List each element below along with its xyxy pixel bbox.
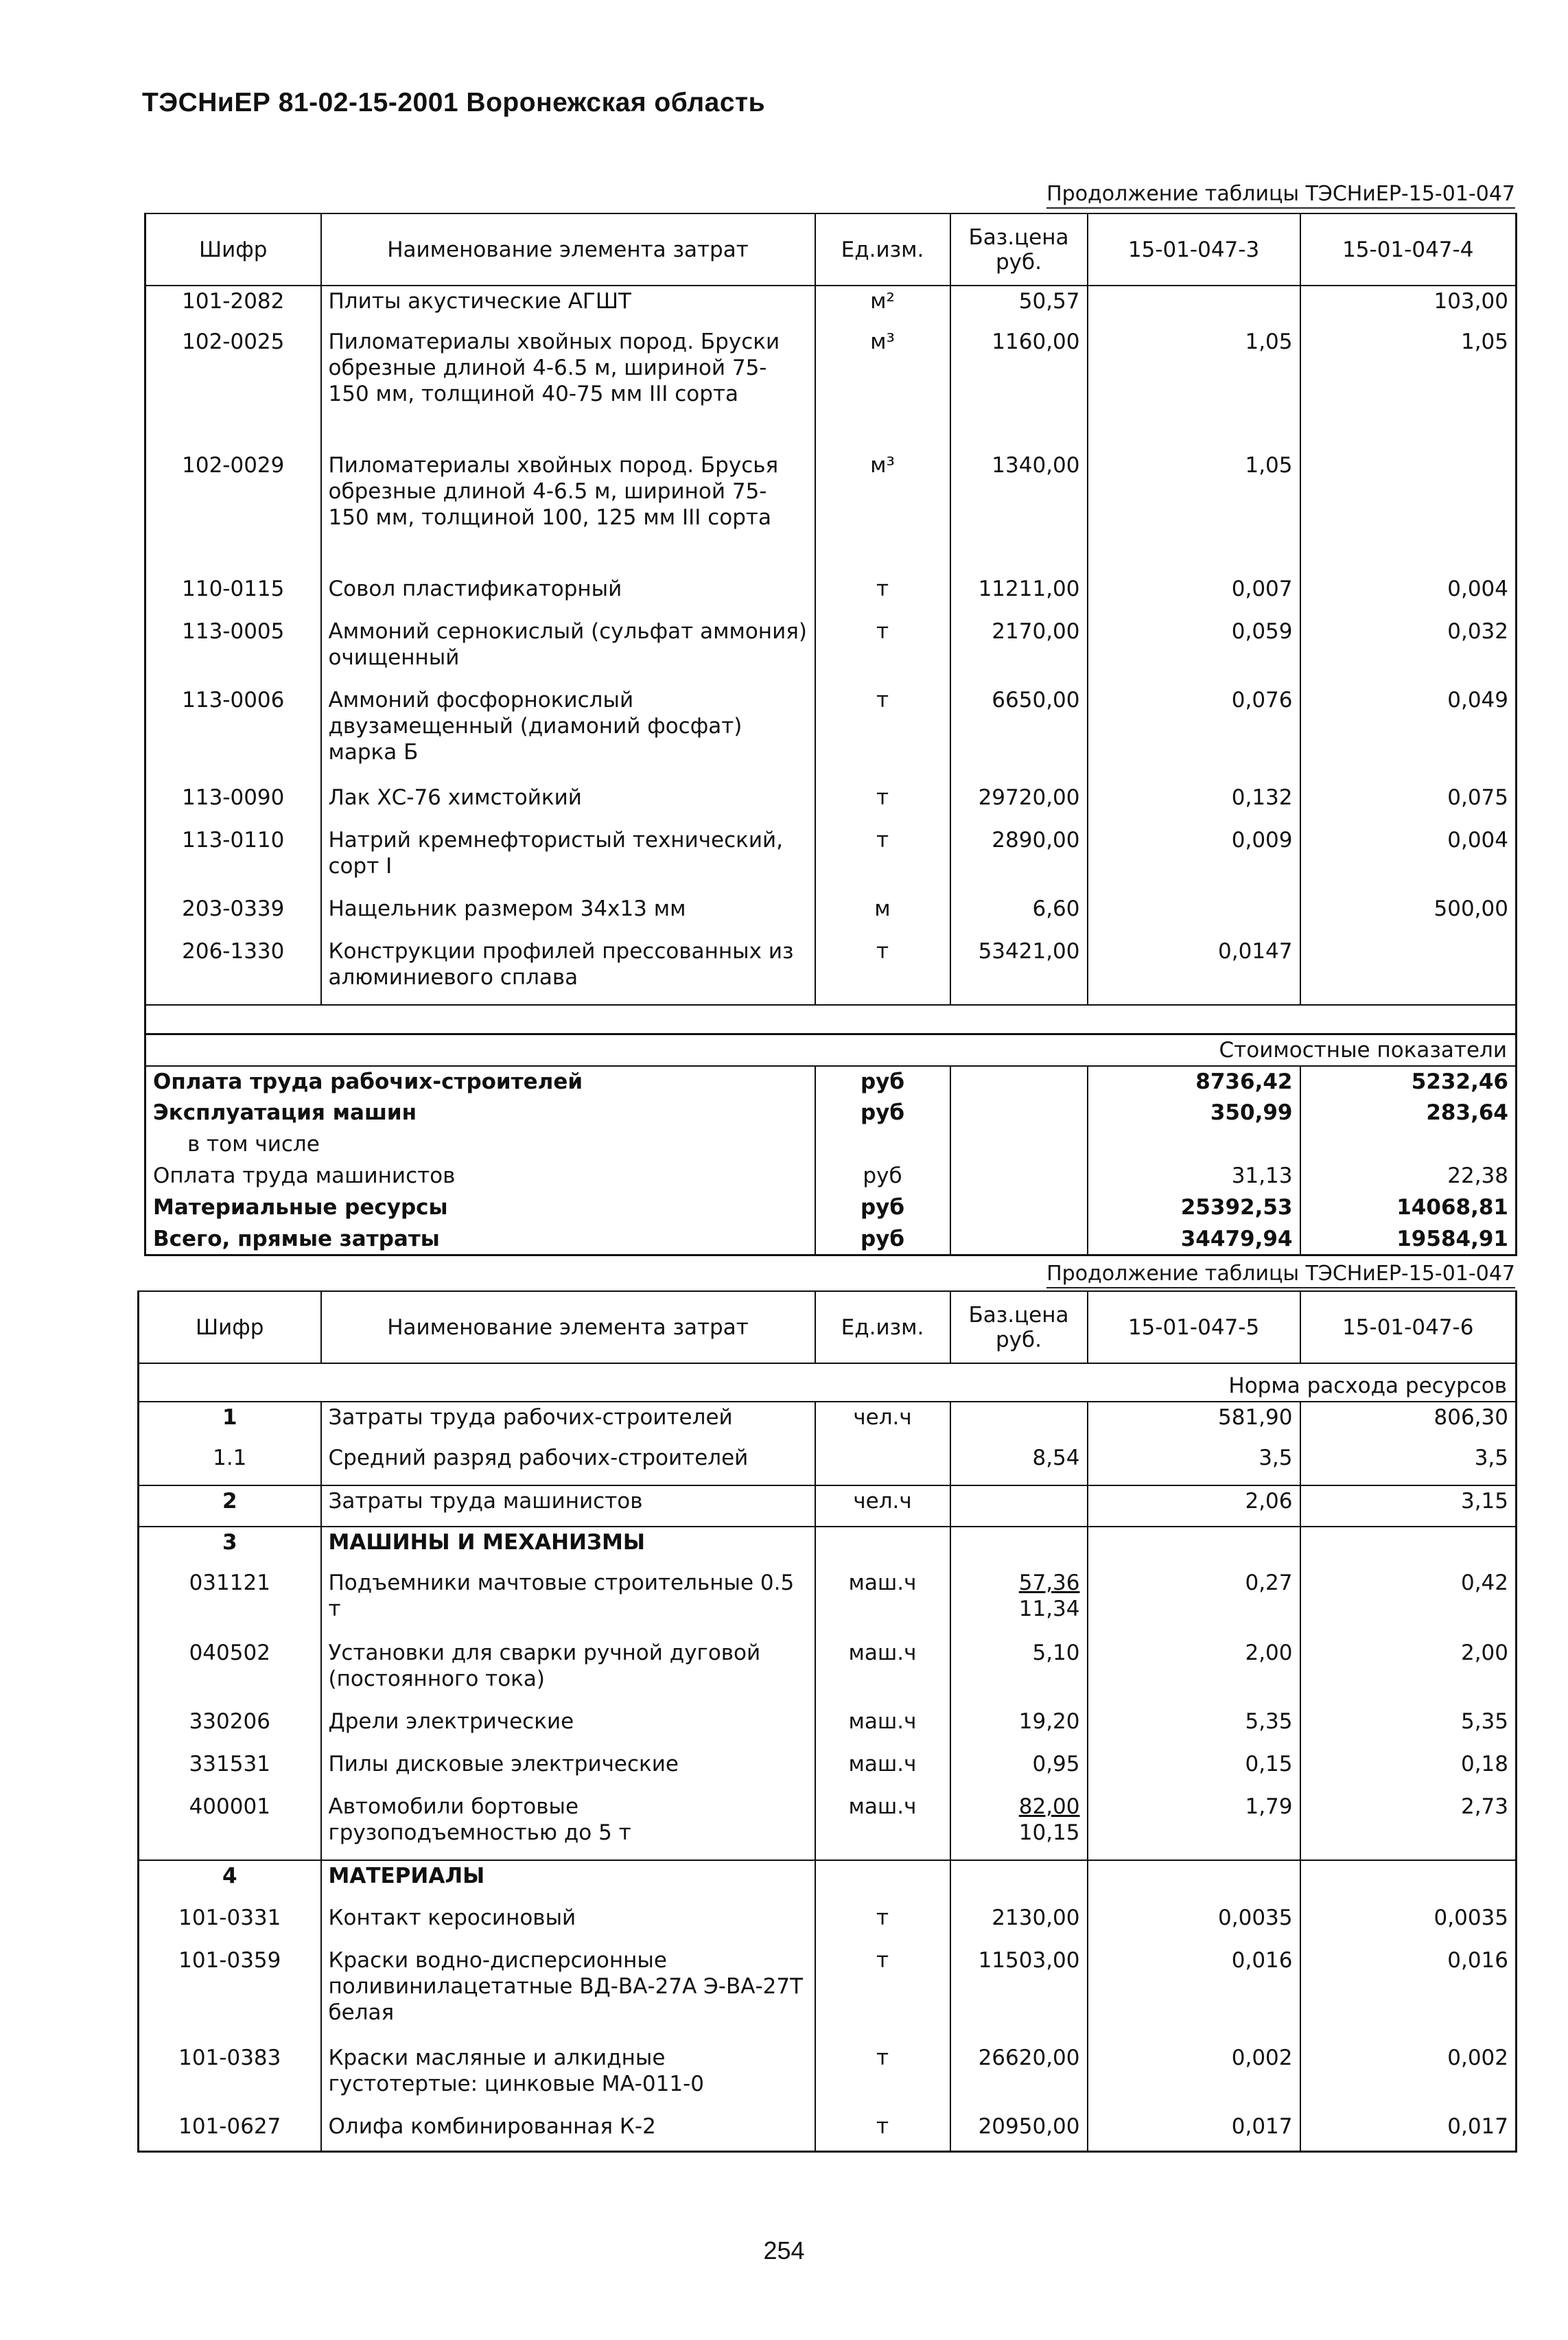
header-name: Наименование элемента затрат <box>321 213 815 286</box>
row-price: 2170,00 <box>950 616 1088 685</box>
row-name: Краски водно-дисперсионные поливинилацетатные ВД-ВА-27А Э-ВА-27Т белая <box>321 1945 815 2043</box>
row-unit: м² <box>815 286 950 327</box>
row-value-a: 1,05 <box>1088 327 1300 450</box>
row-value-a: 0,002 <box>1088 2043 1300 2111</box>
row-code: 3 <box>139 1527 321 1568</box>
page-number: 254 <box>763 2236 805 2264</box>
table-row <box>139 1443 1517 1485</box>
header-col-a: 15-01-047-3 <box>1088 213 1300 286</box>
row-unit: маш.ч <box>815 1568 950 1638</box>
row-price: 1160,00 <box>950 327 1088 450</box>
row-price: 53421,00 <box>950 936 1088 1005</box>
row-price: 1340,00 <box>950 450 1088 574</box>
table-row <box>145 574 1517 616</box>
row-unit: маш.ч <box>815 1706 950 1749</box>
table2-caption-text: Продолжение таблицы ТЭСНиЕР-15-01-047 <box>1046 1262 1515 1288</box>
row-price: 5,10 <box>950 1638 1088 1706</box>
table1-header-row <box>145 213 1517 286</box>
header-col-b: 15-01-047-4 <box>1300 213 1517 286</box>
row-value-b <box>1300 936 1517 1005</box>
row-name: Аммоний фосфорнокислый двузамещенный (диамоний фосфат) марка Б <box>321 685 815 783</box>
row-price <box>950 1402 1088 1443</box>
row-value-a: 0,009 <box>1088 825 1300 894</box>
table-row <box>145 936 1517 1005</box>
row-name: Конструкции профилей прессованных из алюминиевого сплава <box>321 936 815 1005</box>
row-price <box>950 1860 1088 1903</box>
row-unit <box>815 1443 950 1485</box>
row-price: 50,57 <box>950 286 1088 327</box>
header-col-a: 15-01-047-5 <box>1088 1291 1300 1363</box>
row-value-b: 0,004 <box>1300 574 1517 616</box>
header-price: Баз.цена руб. <box>950 1291 1088 1363</box>
row-value-a: 0,016 <box>1088 1945 1300 2043</box>
row-code: 101-0383 <box>139 2043 321 2111</box>
row-price: 20950,00 <box>950 2111 1088 2151</box>
table2-caption <box>1046 1262 1515 1288</box>
summary-label: Эксплуатация машин <box>145 1098 815 1129</box>
summary-value-a <box>1088 1129 1300 1161</box>
row-price: 6,60 <box>950 894 1088 936</box>
row-code: 330206 <box>139 1706 321 1749</box>
row-value-a: 0,15 <box>1088 1749 1300 1792</box>
row-code: 102-0029 <box>145 450 321 574</box>
cost-band-row <box>145 1034 1517 1066</box>
norm-band: Норма расхода ресурсов <box>139 1363 1517 1402</box>
summary-value-a: 350,99 <box>1088 1098 1300 1129</box>
summary-value-b: 283,64 <box>1300 1098 1517 1129</box>
row-unit: т <box>815 936 950 1005</box>
summary-blank <box>950 1224 1088 1255</box>
summary-value-b <box>1300 1129 1517 1161</box>
row-value-b <box>1300 450 1517 574</box>
summary-blank <box>950 1066 1088 1098</box>
summary-blank <box>950 1192 1088 1224</box>
summary-unit <box>815 1129 950 1161</box>
row-value-a: 5,35 <box>1088 1706 1300 1749</box>
summary-label: Материальные ресурсы <box>145 1192 815 1224</box>
price-numerator: 82,00 <box>1018 1794 1080 1819</box>
row-value-a: 0,0147 <box>1088 936 1300 1005</box>
table-row <box>145 825 1517 894</box>
header-price: Баз.цена руб. <box>950 213 1088 286</box>
table-row <box>139 1402 1517 1443</box>
table-row <box>145 894 1517 936</box>
row-value-a: 0,059 <box>1088 616 1300 685</box>
section-row-machines <box>139 1527 1517 1568</box>
page-title: ТЭСНиЕР 81-02-15-2001 Воронежская область <box>142 88 766 117</box>
row-value-a: 1,05 <box>1088 450 1300 574</box>
header-name: Наименование элемента затрат <box>321 1291 815 1363</box>
row-value-b: 0,017 <box>1300 2111 1517 2151</box>
row-value-a: 3,5 <box>1088 1443 1300 1485</box>
row-price <box>950 1568 1088 1638</box>
table1 <box>144 213 1517 1256</box>
summary-label: в том числе <box>145 1129 815 1161</box>
row-unit <box>815 1860 950 1903</box>
row-name: Аммоний сернокислый (сульфат аммония) очищенный <box>321 616 815 685</box>
row-value-b <box>1300 1527 1517 1568</box>
row-unit: т <box>815 825 950 894</box>
row-unit: чел.ч <box>815 1402 950 1443</box>
row-value-b: 0,004 <box>1300 825 1517 894</box>
header-code: Шифр <box>145 213 321 286</box>
row-price: 11503,00 <box>950 1945 1088 2043</box>
row-price: 11211,00 <box>950 574 1088 616</box>
row-code: 113-0110 <box>145 825 321 894</box>
table1-caption-text: Продолжение таблицы ТЭСНиЕР-15-01-047 <box>1046 182 1515 209</box>
row-code: 4 <box>139 1860 321 1903</box>
summary-label: Оплата труда рабочих-строителей <box>145 1066 815 1098</box>
table-row <box>145 685 1517 783</box>
row-value-a: 0,017 <box>1088 2111 1300 2151</box>
summary-value-a: 25392,53 <box>1088 1192 1300 1224</box>
row-code: 101-0331 <box>139 1903 321 1945</box>
row-value-b: 0,18 <box>1300 1749 1517 1792</box>
row-price: 2890,00 <box>950 825 1088 894</box>
summary-value-b: 14068,81 <box>1300 1192 1517 1224</box>
summary-row <box>145 1192 1517 1224</box>
header-code: Шифр <box>139 1291 321 1363</box>
row-code: 031121 <box>139 1568 321 1638</box>
row-name: Плиты акустические АГШТ <box>321 286 815 327</box>
norm-band-row <box>139 1363 1517 1402</box>
price-fraction <box>1019 1794 1080 1846</box>
row-code: 040502 <box>139 1638 321 1706</box>
table-row <box>139 1903 1517 1945</box>
row-unit: маш.ч <box>815 1749 950 1792</box>
row-unit <box>815 1527 950 1568</box>
cost-band: Стоимостные показатели <box>145 1034 1517 1066</box>
row-value-a: 581,90 <box>1088 1402 1300 1443</box>
table-row <box>145 450 1517 574</box>
row-unit: т <box>815 1945 950 2043</box>
summary-row <box>145 1066 1517 1098</box>
table-row <box>145 327 1517 450</box>
table-row <box>139 1706 1517 1749</box>
row-value-a: 0,132 <box>1088 783 1300 825</box>
summary-value-a: 31,13 <box>1088 1161 1300 1192</box>
row-code: 102-0025 <box>145 327 321 450</box>
row-name: Совол пластификаторный <box>321 574 815 616</box>
row-value-b: 0,0035 <box>1300 1903 1517 1945</box>
row-value-b: 1,05 <box>1300 327 1517 450</box>
summary-value-b: 5232,46 <box>1300 1066 1517 1098</box>
row-price: 19,20 <box>950 1706 1088 1749</box>
table2 <box>137 1290 1517 2153</box>
row-code: 206-1330 <box>145 936 321 1005</box>
row-name: Пиломатериалы хвойных пород. Бруски обрезные длиной 4-6.5 м, шириной 75-150 мм, толщиной 40-75 мм III сорта <box>321 327 815 450</box>
row-name: Подъемники мачтовые строительные 0.5 т <box>321 1568 815 1638</box>
section-row-materials <box>139 1860 1517 1903</box>
row-value-b: 0,016 <box>1300 1945 1517 2043</box>
row-code: 1 <box>139 1402 321 1443</box>
summary-value-a: 8736,42 <box>1088 1066 1300 1098</box>
summary-unit: руб <box>815 1192 950 1224</box>
row-value-b: 0,032 <box>1300 616 1517 685</box>
row-unit: м³ <box>815 327 950 450</box>
row-value-a <box>1088 286 1300 327</box>
row-name: Затраты труда рабочих-строителей <box>321 1402 815 1443</box>
row-value-b: 2,73 <box>1300 1792 1517 1860</box>
row-name: Натрий кремнефтористый технический, сорт I <box>321 825 815 894</box>
row-name: Затраты труда машинистов <box>321 1485 815 1527</box>
row-code: 400001 <box>139 1792 321 1860</box>
row-name: Пилы дисковые электрические <box>321 1749 815 1792</box>
summary-blank <box>950 1161 1088 1192</box>
row-value-a <box>1088 1527 1300 1568</box>
summary-row <box>145 1098 1517 1129</box>
summary-label: Всего, прямые затраты <box>145 1224 815 1255</box>
summary-row <box>145 1224 1517 1255</box>
row-unit: т <box>815 616 950 685</box>
row-value-b: 806,30 <box>1300 1402 1517 1443</box>
row-value-a <box>1088 894 1300 936</box>
row-code: 331531 <box>139 1749 321 1792</box>
row-code: 113-0005 <box>145 616 321 685</box>
table-row <box>139 1945 1517 2043</box>
row-value-b: 0,002 <box>1300 2043 1517 2111</box>
row-code: 110-0115 <box>145 574 321 616</box>
row-value-a: 1,79 <box>1088 1792 1300 1860</box>
row-value-a: 2,00 <box>1088 1638 1300 1706</box>
row-value-b: 0,42 <box>1300 1568 1517 1638</box>
summary-unit: руб <box>815 1066 950 1098</box>
row-code: 203-0339 <box>145 894 321 936</box>
row-unit: т <box>815 1903 950 1945</box>
row-price <box>950 1527 1088 1568</box>
table1-caption <box>1046 182 1515 209</box>
table-row <box>145 616 1517 685</box>
row-value-b: 3,5 <box>1300 1443 1517 1485</box>
summary-value-a: 34479,94 <box>1088 1224 1300 1255</box>
summary-row <box>145 1161 1517 1192</box>
row-code: 2 <box>139 1485 321 1527</box>
row-name: Пиломатериалы хвойных пород. Брусья обрезные длиной 4-6.5 м, шириной 75-150 мм, толщиной 100, 125 мм III сорта <box>321 450 815 574</box>
row-name: МАТЕРИАЛЫ <box>321 1860 815 1903</box>
table1-gap-row <box>145 1005 1517 1034</box>
row-value-a: 0,27 <box>1088 1568 1300 1638</box>
table-row <box>145 783 1517 825</box>
row-name: МАШИНЫ И МЕХАНИЗМЫ <box>321 1527 815 1568</box>
row-code: 101-0359 <box>139 1945 321 2043</box>
row-price <box>950 1792 1088 1860</box>
summary-unit: руб <box>815 1224 950 1255</box>
row-name: Краски масляные и алкидные густотертые: цинковые МА-011-0 <box>321 2043 815 2111</box>
summary-value-b: 22,38 <box>1300 1161 1517 1192</box>
header-unit: Ед.изм. <box>815 1291 950 1363</box>
table-row <box>139 1638 1517 1706</box>
summary-blank <box>950 1098 1088 1129</box>
table2-header-row <box>139 1291 1517 1363</box>
row-value-a <box>1088 1860 1300 1903</box>
row-name: Нащельник размером 34х13 мм <box>321 894 815 936</box>
row-price: 26620,00 <box>950 2043 1088 2111</box>
row-value-b: 0,075 <box>1300 783 1517 825</box>
row-name: Средний разряд рабочих-строителей <box>321 1443 815 1485</box>
row-unit: т <box>815 685 950 783</box>
price-denominator: 11,34 <box>1018 1597 1080 1621</box>
row-value-a: 0,007 <box>1088 574 1300 616</box>
row-value-b: 103,00 <box>1300 286 1517 327</box>
row-unit: чел.ч <box>815 1485 950 1527</box>
table-row <box>139 1568 1517 1638</box>
row-name: Лак ХС-76 химстойкий <box>321 783 815 825</box>
summary-label: Оплата труда машинистов <box>145 1161 815 1192</box>
row-price: 2130,00 <box>950 1903 1088 1945</box>
price-denominator: 10,15 <box>1018 1820 1080 1845</box>
table-row <box>139 1485 1517 1527</box>
row-unit: т <box>815 574 950 616</box>
table1-gap <box>145 1005 1517 1034</box>
row-name: Контакт керосиновый <box>321 1903 815 1945</box>
row-price: 8,54 <box>950 1443 1088 1485</box>
row-name: Дрели электрические <box>321 1706 815 1749</box>
summary-unit: руб <box>815 1161 950 1192</box>
header-col-b: 15-01-047-6 <box>1300 1291 1517 1363</box>
table-row <box>139 1749 1517 1792</box>
row-price <box>950 1485 1088 1527</box>
row-unit: м <box>815 894 950 936</box>
table-row <box>139 2043 1517 2111</box>
header-unit: Ед.изм. <box>815 213 950 286</box>
row-unit: маш.ч <box>815 1792 950 1860</box>
row-value-a: 0,0035 <box>1088 1903 1300 1945</box>
table-row <box>139 2111 1517 2151</box>
row-value-b: 500,00 <box>1300 894 1517 936</box>
row-code: 101-2082 <box>145 286 321 327</box>
row-price: 6650,00 <box>950 685 1088 783</box>
row-unit: м³ <box>815 450 950 574</box>
row-value-b: 0,049 <box>1300 685 1517 783</box>
table-row <box>145 286 1517 327</box>
row-code: 113-0006 <box>145 685 321 783</box>
row-name: Автомобили бортовые грузоподъемностью до 5 т <box>321 1792 815 1860</box>
summary-unit: руб <box>815 1098 950 1129</box>
row-unit: маш.ч <box>815 1638 950 1706</box>
table-row <box>139 1792 1517 1860</box>
row-value-b: 3,15 <box>1300 1485 1517 1527</box>
row-value-a: 2,06 <box>1088 1485 1300 1527</box>
row-value-b: 2,00 <box>1300 1638 1517 1706</box>
row-price: 0,95 <box>950 1749 1088 1792</box>
row-unit: т <box>815 2043 950 2111</box>
row-name: Олифа комбинированная К-2 <box>321 2111 815 2151</box>
row-code: 101-0627 <box>139 2111 321 2151</box>
price-fraction <box>1019 1570 1080 1622</box>
row-name: Установки для сварки ручной дуговой (постоянного тока) <box>321 1638 815 1706</box>
row-code: 1.1 <box>139 1443 321 1485</box>
row-value-b: 5,35 <box>1300 1706 1517 1749</box>
summary-row <box>145 1129 1517 1161</box>
row-value-a: 0,076 <box>1088 685 1300 783</box>
row-price: 29720,00 <box>950 783 1088 825</box>
row-unit: т <box>815 783 950 825</box>
summary-blank <box>950 1129 1088 1161</box>
price-numerator: 57,36 <box>1018 1571 1080 1595</box>
row-value-b <box>1300 1860 1517 1903</box>
summary-value-b: 19584,91 <box>1300 1224 1517 1255</box>
row-unit: т <box>815 2111 950 2151</box>
row-code: 113-0090 <box>145 783 321 825</box>
